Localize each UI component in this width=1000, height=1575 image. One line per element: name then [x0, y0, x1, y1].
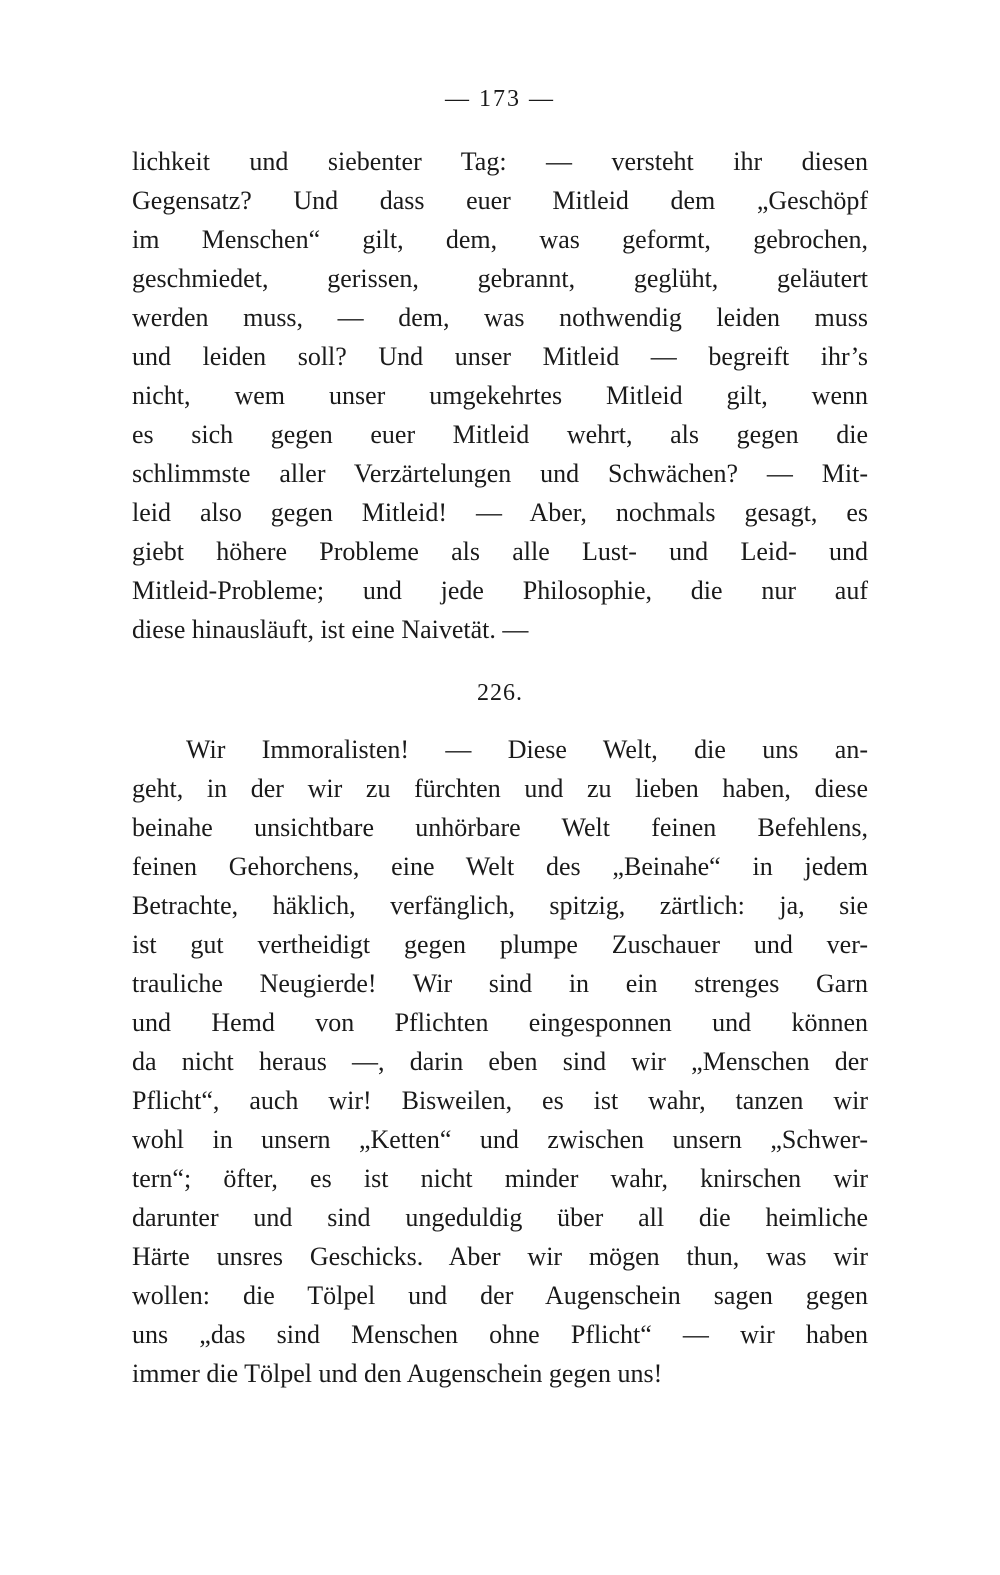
- text-line: und leiden soll? Und unser Mitleid — begreift ihr’s: [132, 342, 868, 371]
- text-line: es sich gegen euer Mitleid wehrt, als gegen die: [132, 420, 868, 449]
- text-line: giebt höhere Probleme als alle Lust- und Leid- und: [132, 537, 868, 566]
- text-line: Betrachte, häklich, verfänglich, spitzig, zärtlich: ja, sie: [132, 891, 868, 920]
- section-number: 226.: [477, 680, 523, 706]
- text-line: geschmiedet, gerissen, gebrannt, geglüht, geläutert: [132, 264, 868, 293]
- text-line: im Menschen“ gilt, dem, was geformt, gebrochen,: [132, 225, 868, 254]
- text-line: trauliche Neugierde! Wir sind in ein strenges Garn: [132, 969, 868, 998]
- text-line: Härte unsres Geschicks. Aber wir mögen thun, was wir: [132, 1242, 868, 1271]
- text-line: uns „das sind Menschen ohne Pflicht“ — wir haben: [132, 1320, 868, 1349]
- page-number: — 173 —: [445, 86, 555, 112]
- text-line: diese hinausläuft, ist eine Naivetät. —: [132, 615, 529, 644]
- paragraph-continuation: [132, 142, 868, 649]
- text-line: wollen: die Tölpel und der Augenschein sagen gegen: [132, 1281, 868, 1310]
- text-line: ist gut vertheidigt gegen plumpe Zuschauer und ver-: [132, 930, 868, 959]
- text-line: nicht, wem unser umgekehrtes Mitleid gilt, wenn: [132, 381, 868, 410]
- text-line: lichkeit und siebenter Tag: — versteht ihr diesen: [132, 147, 868, 176]
- text-line: geht, in der wir zu fürchten und zu lieben haben, diese: [132, 774, 868, 803]
- text-line: Gegensatz? Und dass euer Mitleid dem „Geschöpf: [132, 186, 868, 215]
- text-line: schlimmste aller Verzärtelungen und Schwächen? — Mit-: [132, 459, 868, 488]
- text-line: tern“; öfter, es ist nicht minder wahr, knirschen wir: [132, 1164, 868, 1193]
- text-line: Pflicht“, auch wir! Bisweilen, es ist wahr, tanzen wir: [132, 1086, 868, 1115]
- text-line: darunter und sind ungeduldig über all die heimliche: [132, 1203, 868, 1232]
- text-line: beinahe unsichtbare unhörbare Welt feinen Befehlens,: [132, 813, 868, 842]
- text-line: leid also gegen Mitleid! — Aber, nochmals gesagt, es: [132, 498, 868, 527]
- text-line: und Hemd von Pflichten eingesponnen und können: [132, 1008, 868, 1037]
- text-line: immer die Tölpel und den Augenschein gegen uns!: [132, 1359, 663, 1388]
- text-line: Mitleid-Probleme; und jede Philosophie, die nur auf: [132, 576, 868, 605]
- text-line: feinen Gehorchens, eine Welt des „Beinahe“ in jedem: [132, 852, 868, 881]
- text-line: wohl in unsern „Ketten“ und zwischen unsern „Schwer-: [132, 1125, 868, 1154]
- text-line: werden muss, — dem, was nothwendig leiden muss: [132, 303, 868, 332]
- text-line: Wir Immoralisten! — Diese Welt, die uns an-: [186, 735, 868, 764]
- text-line: da nicht heraus —, darin eben sind wir „Menschen der: [132, 1047, 868, 1076]
- paragraph-section-226: [132, 730, 868, 1393]
